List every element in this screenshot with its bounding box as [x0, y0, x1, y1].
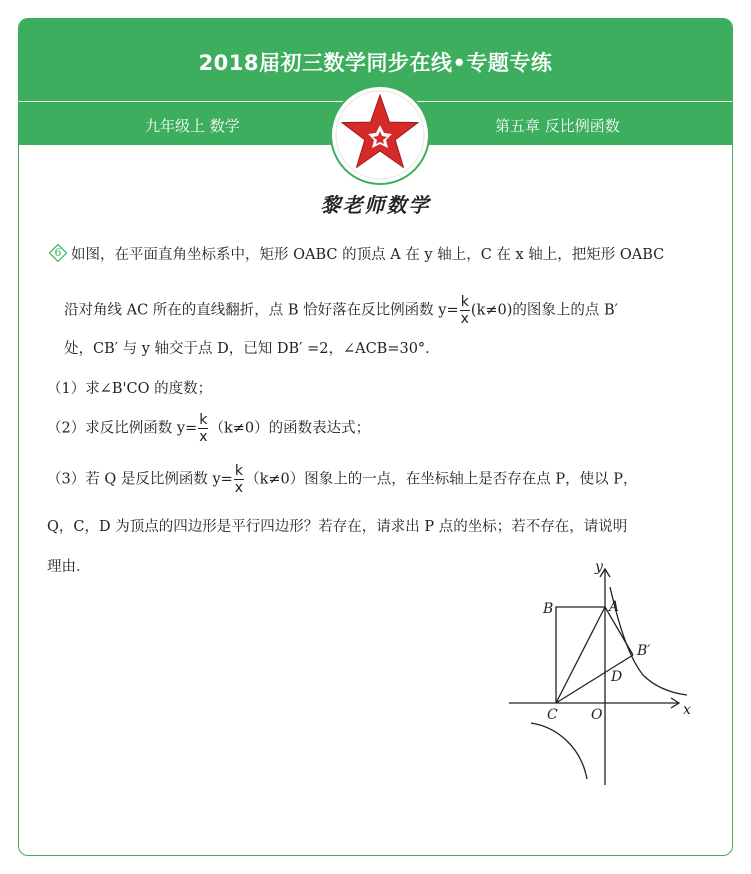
- label-a: A: [609, 599, 620, 615]
- logo-text: 黎老师数学: [320, 193, 431, 217]
- question-2-text-b: （k≠0）的函数表达式；: [209, 420, 371, 437]
- diagonal-ac: [556, 607, 605, 703]
- geometry-figure: [509, 557, 709, 787]
- label-b: B: [543, 601, 554, 617]
- hyperbola-third-quadrant: [531, 723, 587, 779]
- problem-line-3: 处，CB′ 与 y 轴交于点 D，已知 DB′ =2，∠ACB=30°．: [64, 341, 440, 357]
- fraction-k-over-x: $\frac{k}{x}$: [234, 463, 244, 496]
- problem-number-badge: [49, 244, 67, 262]
- star-logo-icon: [330, 85, 430, 185]
- label-d: D: [611, 669, 623, 685]
- worksheet-card: [18, 18, 733, 856]
- label-c: C: [547, 707, 558, 723]
- problem-line-2: [64, 294, 618, 327]
- question-2: [47, 412, 370, 445]
- label-b-prime: B′: [637, 643, 651, 659]
- question-3-line-2: Q，C，D 为顶点的四边形是平行四边形？若存在，请求出 P 点的坐标；若不存在，请说明: [47, 519, 628, 535]
- fraction-k-over-x: $\frac{k}{x}$: [460, 294, 469, 327]
- grade-label: 九年级上 数学: [145, 117, 240, 135]
- problem-line-1: [49, 244, 664, 265]
- question-1: （1）求∠B'CO 的度数；: [47, 381, 213, 397]
- label-o: O: [591, 707, 603, 723]
- question-3-text-a: （3）若 Q 是反比例函数 y=: [47, 471, 233, 488]
- label-y: y: [595, 559, 603, 575]
- question-3: [47, 463, 637, 496]
- question-3-line-3: 理由．: [47, 559, 91, 575]
- page-title: 2018届初三数学同步在线•专题专练: [198, 51, 553, 75]
- problem-text-2a: 沿对角线 AC 所在的直线翻折，点 B 恰好落在反比例函数 y=: [64, 302, 459, 319]
- question-2-text-a: （2）求反比例函数 y=: [47, 420, 198, 437]
- question-3-text-b: （k≠0）图象上的一点，在坐标轴上是否存在点 P，使以 P，: [245, 471, 638, 488]
- label-x: x: [683, 702, 691, 718]
- problem-text-2b: (k≠0)的图象上的点 B′: [470, 302, 618, 319]
- problem-number: 6: [54, 246, 62, 259]
- problem-text-1: 如图，在平面直角坐标系中，矩形 OABC 的顶点 A 在 y 轴上，C 在 x 轴上，把矩形 OABC: [71, 247, 665, 263]
- fraction-k-over-x: $\frac{k}{x}$: [199, 412, 208, 445]
- chapter-label: 第五章 反比例函数: [495, 117, 620, 135]
